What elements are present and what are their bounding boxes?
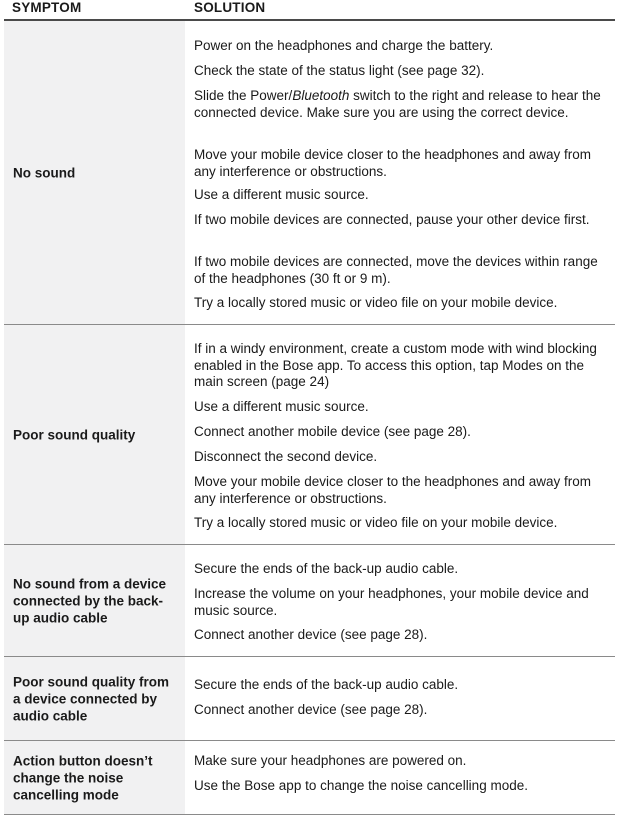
solution-item: If two mobile devices are connected, move the devices within range of the headphones (30 ft or 9 m). xyxy=(194,254,598,286)
solution-item: Connect another device (see page 28). xyxy=(194,627,428,642)
solution-item: Connect another mobile device (see page 28). xyxy=(194,424,471,439)
table-row-no-sound xyxy=(4,21,615,325)
solution-item: If two mobile devices are connected, pause your other device first. xyxy=(194,212,590,227)
solution-cell xyxy=(194,325,607,545)
row-divider xyxy=(4,814,615,815)
symptom-text: No sound from a device connected by the back-up audio cable xyxy=(13,576,167,626)
solution-item: Use the Bose app to change the noise cancelling mode. xyxy=(194,778,528,793)
table-row-no-sound-cable xyxy=(4,545,615,657)
solution-column-header: SOLUTION xyxy=(194,0,266,15)
solution-item: Slide the Power/Bluetooth switch to the right and release to hear the connected device. Make sure you are using the correct device. xyxy=(194,88,601,120)
solution-item: Move your mobile device closer to the headphones and away from any interference or obstructions. xyxy=(194,147,591,179)
solution-item: Disconnect the second device. xyxy=(194,449,378,464)
symptom-text: No sound xyxy=(13,165,76,181)
solution-cell xyxy=(194,21,607,325)
symptom-cell xyxy=(4,657,185,741)
solution-cell xyxy=(194,741,607,815)
table-row-poor-quality-cable xyxy=(4,657,615,741)
solution-cell xyxy=(194,657,607,741)
solution-item: Power on the headphones and charge the battery. xyxy=(194,38,494,53)
solution-item: Use a different music source. xyxy=(194,187,369,202)
solution-item: Use a different music source. xyxy=(194,399,369,414)
solution-item: Increase the volume on your headphones, your mobile device and music source. xyxy=(194,586,589,618)
solution-item: Check the state of the status light (see page 32). xyxy=(194,63,485,78)
symptom-cell xyxy=(4,545,185,657)
solution-item: Try a locally stored music or video file on your mobile device. xyxy=(194,515,558,530)
table-row-poor-sound-quality xyxy=(4,325,615,545)
symptom-text: Poor sound quality from a device connected by audio cable xyxy=(13,674,170,724)
solution-item: If in a windy environment, create a custom mode with wind blocking enabled in the Bose app. To access this option, tap Modes on the main screen (page 24) xyxy=(194,341,597,389)
solution-item: Connect another device (see page 28). xyxy=(194,702,428,717)
solution-cell xyxy=(194,545,607,657)
symptom-cell xyxy=(4,21,185,325)
symptom-text: Poor sound quality xyxy=(13,427,136,443)
solution-item: Move your mobile device closer to the headphones and away from any interference or obstructions. xyxy=(194,474,591,506)
solution-item: Make sure your headphones are powered on. xyxy=(194,753,467,768)
symptom-cell xyxy=(4,741,185,815)
symptom-cell xyxy=(4,325,185,545)
solution-item: Secure the ends of the back-up audio cable. xyxy=(194,677,459,692)
table-row-action-button xyxy=(4,741,615,815)
symptom-column-header: SYMPTOM xyxy=(12,0,82,15)
symptom-text: Action button doesn’t change the noise cancelling mode xyxy=(13,753,153,803)
solution-item: Secure the ends of the back-up audio cable. xyxy=(194,561,459,576)
solution-item: Try a locally stored music or video file on your mobile device. xyxy=(194,295,558,310)
